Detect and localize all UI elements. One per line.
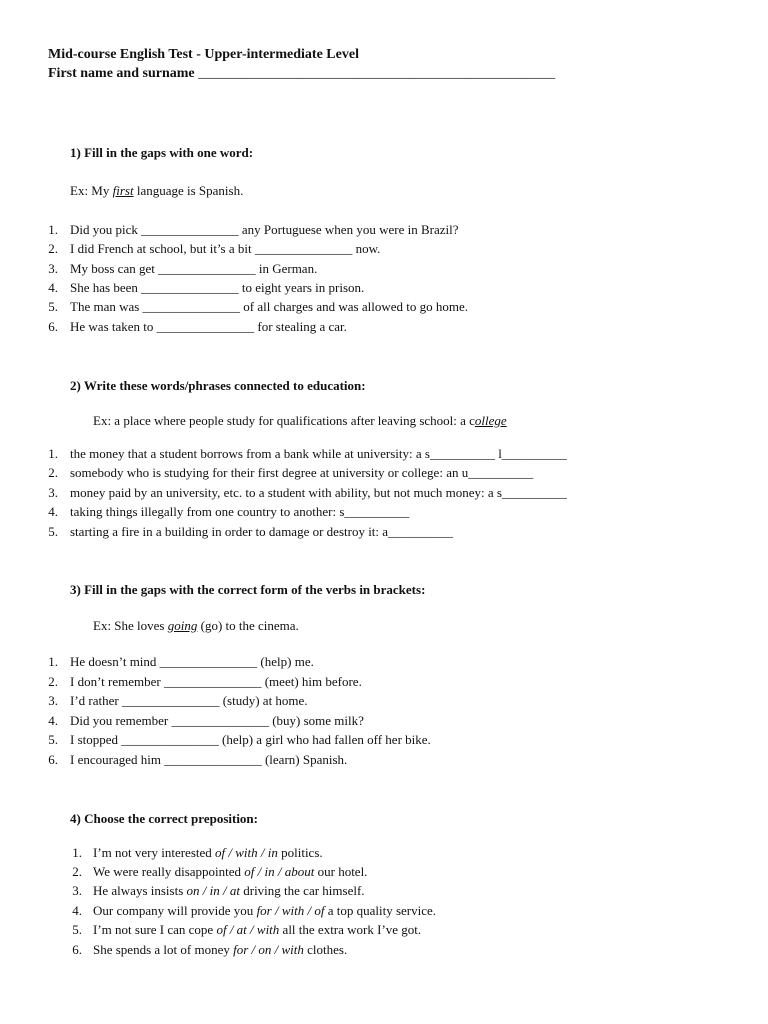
item-number: 4. <box>48 504 58 519</box>
item-number: 1. <box>72 845 82 860</box>
list-item: I’m not sure I can cope of / at / with all the extra work I’ve got. <box>93 922 422 937</box>
list-item: He was taken to _______________ for stealing a car. <box>70 319 347 334</box>
list-item: She spends a lot of money for / on / with clothes. <box>93 942 348 957</box>
list-item: I’d rather _______________ (study) at home. <box>70 693 308 708</box>
list-item: I stopped _______________ (help) a girl who had fallen off her bike. <box>70 732 431 747</box>
example-prefix: Ex: My <box>70 183 113 198</box>
item-number: 3. <box>48 693 58 708</box>
list-item: We were really disappointed of / in / about our hotel. <box>93 864 368 879</box>
item-number: 6. <box>48 319 58 334</box>
item-number: 6. <box>72 942 82 957</box>
list-item: money paid by an university, etc. to a student with ability, but not much money: a s__________ <box>70 485 567 500</box>
list-item: He always insists on / in / at driving the car himself. <box>93 883 365 898</box>
list-item: She has been _______________ to eight years in prison. <box>70 280 365 295</box>
list-item: He doesn’t mind _______________ (help) me. <box>70 654 314 669</box>
list-item: somebody who is studying for their first degree at university or college: an u__________ <box>70 465 534 480</box>
item-number: 2. <box>72 864 82 879</box>
name-blank[interactable]: ___________________________________________________ <box>198 66 556 81</box>
preposition-choices[interactable]: for / with / of <box>256 903 325 918</box>
section-4-heading: 4) Choose the correct preposition: <box>70 811 258 826</box>
example-answer: going <box>167 618 198 633</box>
section-2-heading: 2) Write these words/phrases connected to education: <box>70 378 366 393</box>
section-1-example <box>70 183 243 199</box>
item-number: 4. <box>48 280 58 295</box>
preposition-choices[interactable]: of / in / about <box>244 864 315 879</box>
list-item: I encouraged him _______________ (learn) Spanish. <box>70 752 348 767</box>
example-answer: first <box>112 183 134 198</box>
preposition-choices[interactable]: on / in / at <box>186 883 240 898</box>
item-number: 5. <box>48 524 58 539</box>
item-number: 3. <box>48 261 58 276</box>
example-suffix: (go) to the cinema. <box>197 618 299 633</box>
example-answer: ollege <box>474 413 507 428</box>
list-item: starting a fire in a building in order to damage or destroy it: a__________ <box>70 524 454 539</box>
list-item: I don’t remember _______________ (meet) him before. <box>70 674 362 689</box>
item-number: 1. <box>48 654 58 669</box>
item-number: 4. <box>48 713 58 728</box>
item-number: 3. <box>48 485 58 500</box>
item-number: 2. <box>48 674 58 689</box>
list-item: Our company will provide you for / with / of a top quality service. <box>93 903 437 918</box>
item-number: 2. <box>48 241 58 256</box>
list-item: the money that a student borrows from a bank while at university: a s__________ l__________ <box>70 446 567 461</box>
item-number: 3. <box>72 883 82 898</box>
item-number: 1. <box>48 446 58 461</box>
section-3-heading: 3) Fill in the gaps with the correct form of the verbs in brackets: <box>70 582 426 597</box>
item-number: 1. <box>48 222 58 237</box>
section-3-example <box>93 618 299 634</box>
example-prefix: Ex: She loves <box>93 618 168 633</box>
list-item: The man was _______________ of all charges and was allowed to go home. <box>70 299 468 314</box>
list-item: Did you pick _______________ any Portuguese when you were in Brazil? <box>70 222 459 237</box>
example-suffix: language is Spanish. <box>133 183 244 198</box>
preposition-choices[interactable]: for / on / with <box>233 942 304 957</box>
example-prefix: Ex: a place where people study for qualifications after leaving school: a c <box>93 413 475 428</box>
list-item: My boss can get _______________ in German. <box>70 261 318 276</box>
preposition-choices[interactable]: of / at / with <box>216 922 280 937</box>
list-item: I’m not very interested of / with / in politics. <box>93 845 323 860</box>
preposition-choices[interactable]: of / with / in <box>215 845 278 860</box>
list-item: Did you remember _______________ (buy) some milk? <box>70 713 364 728</box>
item-number: 5. <box>48 299 58 314</box>
list-item: taking things illegally from one country to another: s__________ <box>70 504 410 519</box>
item-number: 4. <box>72 903 82 918</box>
name-field-row[interactable] <box>48 66 555 82</box>
item-number: 6. <box>48 752 58 767</box>
document-title: Mid-course English Test - Upper-intermediate Level <box>48 47 359 62</box>
section-1-heading: 1) Fill in the gaps with one word: <box>70 145 254 160</box>
item-number: 2. <box>48 465 58 480</box>
name-label: First name and surname <box>48 66 195 81</box>
section-2-example <box>93 413 507 429</box>
item-number: 5. <box>72 922 82 937</box>
list-item: I did French at school, but it’s a bit _______________ now. <box>70 241 381 256</box>
item-number: 5. <box>48 732 58 747</box>
